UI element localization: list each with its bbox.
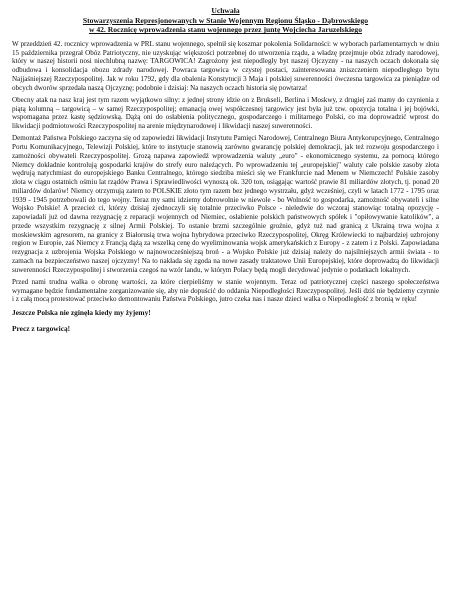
document-body — [12, 40, 439, 333]
closing-line-2: Precz z targowicą! — [12, 323, 71, 333]
closing-line-1: Jeszcze Polska nie zginęła kiedy my żyjemy! — [12, 307, 151, 317]
paragraph-2: Obecny atak na nasz kraj jest tym razem wyjątkowo silny: z jednej strony idzie on z Brukseli, Berlina i Moskwy, z drugiej zaś mamy do czynienia z piątą kolumną – targowicą – w samej Rzeczypospolitej; emanacją owej współczesnej targowicy jest była już tzw. opozycja totalna i jej bojówki, wspomagana przez kastę sędziowską. Dążą oni do osłabienia politycznego, gospodarczego i militarnego Polski, co ma doprowadzić wprost do likwidacji podmiotowości Rzeczypospolitej na arenie międzynarodowej i likwidacji naszej suwerenności. — [12, 95, 439, 131]
paragraph-1: W przeddzień 42. rocznicy wprowadzenia w PRL stanu wojennego, spełnił się koszmar pokolenia Solidarności: w wyborach parlamentarnych w dniu 15 października przegrał Obóz Patriotyczny, nie uzyskując większości potrzebnej do utworzenia rządu, a władzę przejmuje obóz zdrady narodowej, który w naszej historii nosi niechlubną nazwę: TARGOWICA! Zagrożony jest niepodległy byt naszej Ojczyzny - na naszych oczach dokonała się odbudowa i konsolidacja obozu zdrady narodowej. Powraca targowica w czystej postaci, zainteresowana zniszczeniem niepodległego bytu Najjaśniejszej Rzeczypospolitej. Jak w roku 1792, gdy dla obalenia Konstytucji 3 Maja i polskiej suwerenności ówczesna targowica za pieniądze od obcych dworów sprzedała naszą Ojczyznę; podobnie i dzisiaj: Na naszych oczach historia się powtarza! — [12, 39, 439, 92]
document-title: Uchwała — [211, 6, 240, 15]
paragraph-4: Przed nami trudna walka o obronę wartości, za które cierpieliśmy w stanie wojennym. Teraz od patriotycznej części naszego społeczeństwa wymagane będzie fundamentalne zorganizowanie się, aby nie dopuścić do oddania Niepodległości Rzeczypospolitej. Jeśli dziś nie będziemy czynnie i z całą mocą protestować przeciwko demontowaniu Państwa Polskiego, jutro czeka nas i nasze dzieci walka o Niepodległość z bronią w ręku! — [12, 277, 439, 304]
document-subtitle: Stowarzyszenia Represjonowanych w Stanie Wojennym Regionu Śląsko - Dąbrowskiego — [82, 15, 369, 25]
document-subtitle-2: w 42. Rocznicę wprowadzenia stanu wojennego przez juntę Wojciecha Jaruzelskiego — [88, 25, 363, 35]
document-heading — [12, 6, 439, 35]
paragraph-3: Demontaż Państwa Polskiego zaczyna się od zapowiedzi likwidacji Instytutu Pamięci Narodowej, Centralnego Biura Antykorupcyjnego, Centralnego Portu Komunikacyjnego, Telewizji Polskiej, które to instytucje stanowią zarówno gwarancję polskiej demokracji, jak też rozwoju gospodarczego i zamożności obywateli Rzeczypospolitej. Grozą napawa zapowiedź wprowadzenia waluty „euro" - ekonomicznego systemu, za pomocą którego Niemcy dokładnie kontrolują gospodarki krajów do strefy euro należących. Po wprowadzeniu tej „europejskiej" waluty całe polskie zasoby złota wędrują natychmiast do europejskiego Banku Centralnego, którego siedziba mieści się we Frankfurcie nad Menem w Niemczech! Polskie zasoby złota w ciągu ostatnich ośmiu lat rządów Prawa i Sprawiedliwości wynoszą ok. 320 ton, osiągając wartość prawie 81 miliardów złotych, tj. ponad 20 miliardów dolarów! Niemcy otrzymują zatem to POLSKIE złoto tym razem bez jednego wystrzału, gdyż wcześniej, czyli w latach 1772 - 1795 oraz 1939 - 1945 potrzebowali do tego wojny. Teraz my sami idziemy dobrowolnie w niewole - bo Wolność to gospodarka, zamożność obywateli i silne Wojsko Polskie! A przecież ci, którzy dzisiaj zjednoczyli się totalnie przeciwko Polsce - nieledwie do wczoraj stanowiąc totalną opozycję - zapowiadali już od dawna rezygnację z reparacji wojennych od Niemiec, osłabienie polskich państwowych spółek i "opiłowywanie katolików", a przede wszystkim rezygnację z silnej Armii Polskiej. To ostanie brzmi szczególnie groźnie, gdyż tuż nad granicą z Ukrainą trwa wojna z moskiewskim agresorem, na granicy z Białorusią trwa wojna hybrydowa przeciwko Rzeczypospolitej, Okręg Królewiecki to najbardziej uzbrojony region w Europie, zaś Niemcy z Francją dążą za wszelką cenę do wyeliminowania wojsk amerykańskich z Europy - z zatem i z Polski. Zapowiadana rezygnacja z uzbrojenia Wojska Polskiego w najnowocześniejszą broń - a Wojsko Polskie już dzisiaj należy do najsilniejszych armii świata - to zamach na bezpieczeństwo naszej ojczyzny! Na to nakłada się zgoda na nowe zasady traktatowe Unii Europejskiej, które doprowadzą do likwidacji suwerenności Rzeczypospolitej i stworzenia czegoś na wzór landu, w którym Polacy będą mogli decydować jedynie o podatkach lokalnych. — [12, 134, 439, 274]
